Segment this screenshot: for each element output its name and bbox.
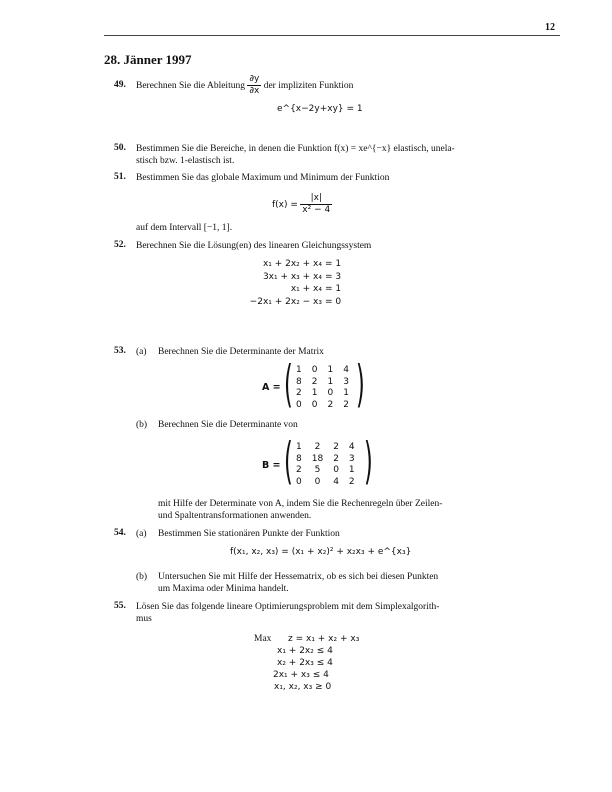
problem-49-line [136, 72, 353, 100]
problem-54b-text-1: Untersuchen Sie mit Hilfe der Hessematrix, ob es sich bei diesen Punkten [158, 572, 439, 582]
matrix-b-cell: 18 [311, 453, 324, 464]
problem-49-text-b: der impliziten Funktion [263, 81, 354, 91]
matrix-a-cell: 2 [296, 388, 302, 398]
problem-52-eq-1-lhs: x₁ + 2x₂ + x₄ [262, 259, 322, 269]
problem-51-line-2: auf dem Intervall [−1, 1]. [136, 223, 233, 233]
matrix-a-cell: 0 [296, 399, 302, 410]
matrix-b-cell: 1 [348, 465, 355, 475]
matrix-a-cell: 1 [327, 365, 334, 375]
problem-54a-label: (a) [136, 529, 147, 539]
problem-52-eq-3-lhs: x₁ + x₄ [290, 284, 322, 294]
matrix-b [284, 432, 374, 490]
problem-52-line-1: Berechnen Sie die Lösung(en) des linearen Gleichungssystem [136, 241, 372, 251]
matrix-a-cell: 1 [311, 388, 318, 398]
problem-49-text-a: Berechnen Sie die Ableitung [136, 81, 245, 91]
problem-52-eq-1-rhs: = 1 [325, 259, 342, 269]
problem-51-number: 51. [114, 172, 126, 182]
matrix-a-left-paren: ( [284, 355, 293, 413]
matrix-b-cell: 4 [348, 442, 355, 452]
section-title: 28. Jänner 1997 [104, 52, 192, 67]
matrix-a-cell: 1 [296, 365, 302, 375]
matrix-b-cell: 2 [314, 442, 321, 452]
matrix-b-cell: 2 [348, 476, 355, 487]
problem-55-line-1: Lösen Sie das folgende lineare Optimierungsproblem mit dem Simplexalgorith- [136, 602, 440, 612]
matrix-b-cell: 3 [348, 453, 355, 464]
matrix-a-cell: 1 [343, 388, 349, 398]
problem-53a-label: (a) [136, 347, 147, 357]
problem-53a-text: Berechnen Sie die Determinante der Matrix [158, 347, 324, 357]
problem-54-number: 54. [114, 528, 126, 538]
problem-51-function [272, 191, 332, 219]
matrix-b-cell: 2 [296, 465, 302, 475]
problem-55-line-2: mus [136, 614, 152, 624]
matrix-a-cell: 0 [311, 399, 318, 410]
matrix-b-cell: 0 [314, 476, 321, 487]
problem-49-derivative [247, 74, 261, 97]
matrix-a-cell: 4 [343, 365, 349, 375]
problem-53-number: 53. [114, 346, 126, 356]
problem-55-constraint-4: x₁, x₂, x₃ ≥ 0 [274, 682, 332, 692]
matrix-b-cell: 5 [314, 465, 321, 475]
problem-55-number: 55. [114, 601, 126, 611]
problem-49-derivative-numerator: ∂y [249, 74, 260, 85]
matrix-b-left-paren: ( [284, 432, 293, 490]
problem-53b-label: (b) [136, 420, 148, 430]
problem-52-number: 52. [114, 240, 126, 250]
matrix-b-cell: 8 [296, 453, 302, 464]
matrix-a-cell: 2 [327, 399, 334, 410]
problem-49-equation: e^{x−2y+xy} = 1 [277, 104, 363, 114]
problem-52-eq-2-lhs: 3x₁ + x₃ + x₄ [262, 271, 322, 282]
problem-52-eq-2-rhs: = 3 [325, 271, 342, 282]
problem-51-line-1: Bestimmen Sie das globale Maximum und Minimum der Funktion [136, 173, 390, 183]
problem-50-line-1: Bestimmen Sie die Bereiche, in denen die Funktion f(x) = xe^{−x} elastisch, unela- [136, 144, 455, 154]
problem-50-number: 50. [114, 143, 126, 153]
matrix-a-cell: 3 [343, 376, 349, 387]
problem-53b-text: Berechnen Sie die Determinante von [158, 420, 298, 430]
problem-49-number: 49. [114, 80, 126, 90]
matrix-b-cell: 4 [333, 476, 339, 487]
matrix-b-cell: 2 [333, 442, 339, 452]
problem-51-lhs: f(x) = [272, 200, 298, 210]
matrix-b-right-paren: ) [364, 432, 373, 490]
matrix-b-label: B = [262, 460, 281, 471]
problem-51-denominator: x² − 4 [302, 205, 331, 216]
matrix-b-cell: 0 [333, 465, 339, 475]
problem-55-constraint-2: x₂ + 2x₃ ≤ 4 [277, 658, 333, 668]
matrix-b-cell: 2 [333, 453, 339, 464]
problem-53b-note-1: mit Hilfe der Determinate von A, indem Sie die Rechenregeln über Zeilen- [158, 499, 443, 509]
problem-54b-label: (b) [136, 572, 148, 582]
problem-54b-text-2: um Maxima oder Minima handelt. [158, 584, 289, 594]
problem-51-fraction [300, 193, 332, 216]
problem-49-derivative-denominator: ∂x [249, 86, 260, 97]
problem-52-system [246, 258, 356, 308]
matrix-b-cell: 1 [296, 442, 302, 452]
problem-55-constraint-1: x₁ + 2x₂ ≤ 4 [277, 646, 333, 656]
matrix-a-cell: 8 [296, 376, 302, 387]
problem-52-eq-3-rhs: = 1 [325, 284, 342, 294]
problem-55-objective: z = x₁ + x₂ + x₃ [288, 634, 360, 644]
problem-54-equation: f(x₁, x₂, x₃) = (x₁ + x₂)² + x₂x₃ + e^{x₃} [230, 547, 412, 557]
problem-51-numerator: |x| [300, 193, 332, 205]
problem-50-line-2: stisch bzw. 1-elastisch ist. [136, 156, 235, 166]
problem-54a-text: Bestimmen Sie stationären Punkte der Funktion [158, 529, 340, 539]
matrix-a-right-paren: ) [356, 355, 365, 413]
header-rule [104, 35, 560, 36]
problem-55-constraint-3: 2x₁ + x₃ ≤ 4 [273, 670, 329, 680]
matrix-a-table [291, 365, 354, 411]
matrix-a-cell: 2 [311, 376, 318, 387]
matrix-b-table [291, 442, 360, 488]
problem-52-eq-4-lhs: −2x₁ + 2x₂ − x₃ [249, 296, 322, 307]
matrix-a-cell: 0 [327, 388, 334, 398]
matrix-a-label: A = [262, 382, 281, 393]
page-number: 12 [545, 22, 555, 33]
matrix-a-cell: 2 [343, 399, 349, 410]
matrix-a-cell: 1 [327, 376, 334, 387]
matrix-a-cell: 0 [311, 365, 318, 375]
matrix-b-cell: 0 [296, 476, 302, 487]
problem-52-eq-4-rhs: = 0 [325, 296, 342, 307]
problem-55-max-label: Max [254, 634, 272, 644]
matrix-a [284, 355, 365, 413]
problem-53b-note-2: und Spaltentransformationen anwenden. [158, 511, 312, 521]
